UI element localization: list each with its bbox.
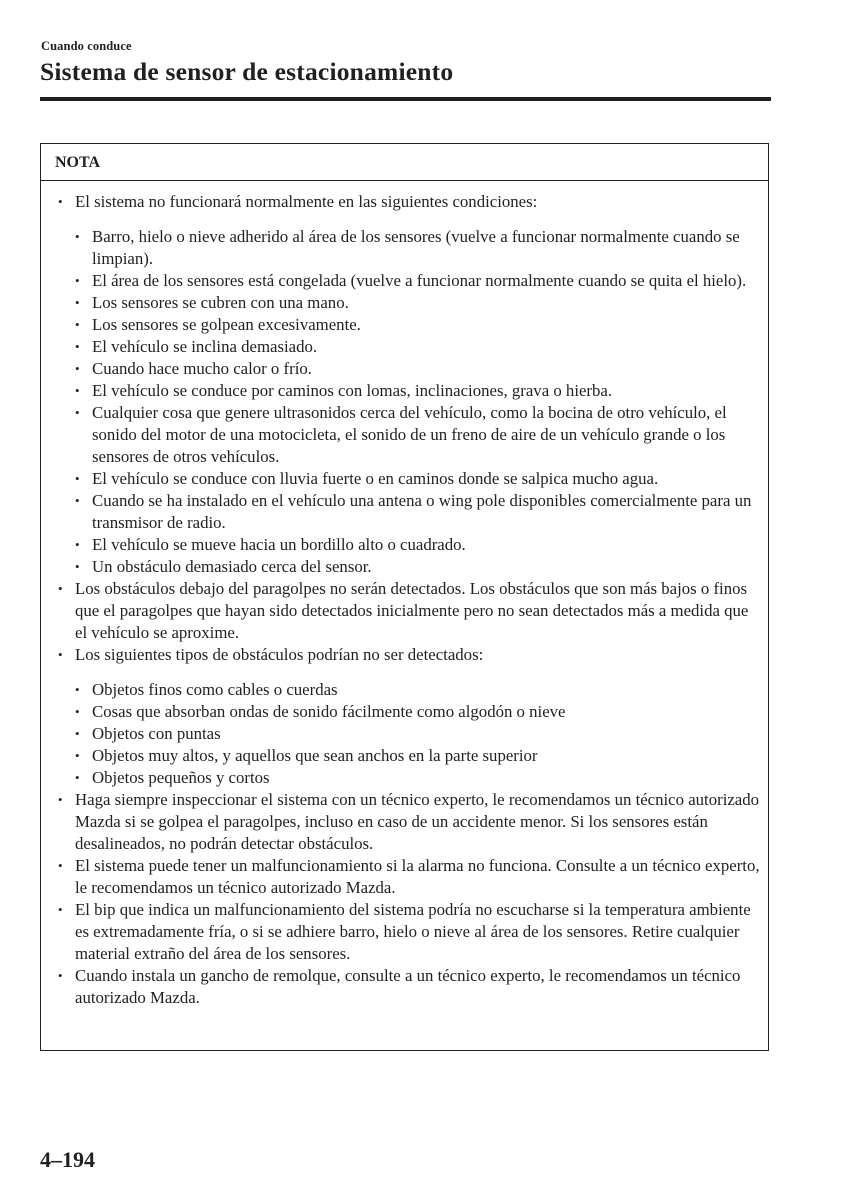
note-subitem: • Objetos muy altos, y aquellos que sean anchos en la parte superior [58,745,760,767]
note-subitem: • Objetos pequeños y cortos [58,767,760,789]
note-item [58,965,760,1009]
note-subitem: • Cualquier cosa que genere ultrasonidos cerca del vehículo, como la bocina de otro vehículo, el sonido del motor de una motocicleta, el sonido de un freno de aire de un vehículo grande o los sensores de otros vehículos. [58,402,760,468]
note-subitem: • El área de los sensores está congelada (vuelve a funcionar normalmente cuando se quita el hielo). [58,270,760,292]
note-subitem: • Barro, hielo o nieve adherido al área de los sensores (vuelve a funcionar normalmente cuando se limpian). [58,226,760,270]
note-sublist [58,226,760,578]
title-divider [40,97,771,101]
note-item-text: • Los obstáculos debajo del paragolpes no serán detectados. Los obstáculos que son más bajos o finos que el paragolpes que hayan sido detectados inicialmente pero no sean detectados más a medida que el vehículo se aproxime. [75,579,749,642]
note-item-text: • El sistema no funcionará normalmente en las siguientes condiciones: [75,192,538,211]
note-sublist [58,679,760,789]
section-label: Cuando conduce [41,39,132,53]
page-title: Sistema de sensor de estacionamiento [40,57,454,86]
note-item-text: • El bip que indica un malfuncionamiento del sistema podría no escucharse si la temperatura ambiente es extremadamente fría, o si se adhiere barro, hielo o nieve al área de los sensores. Retire cualquier material extraño del área de los sensores. [75,900,751,963]
note-item [58,855,760,899]
note-subitem: • El vehículo se conduce con lluvia fuerte o en caminos donde se salpica mucho agua. [58,468,760,490]
note-item-text: • Los siguientes tipos de obstáculos podrían no ser detectados: [75,645,484,664]
note-item-text: • El sistema puede tener un malfuncionamiento si la alarma no funciona. Consulte a un técnico experto, le recomendamos un técnico autorizado Mazda. [75,856,760,897]
note-subitem: • Cosas que absorban ondas de sonido fácilmente como algodón o nieve [58,701,760,723]
note-subitem: • Los sensores se cubren con una mano. [58,292,760,314]
note-subitem: • Objetos finos como cables o cuerdas [58,679,760,701]
note-item [58,578,760,644]
page-number: 4–194 [40,1147,95,1172]
note-subitem: • Cuando hace mucho calor o frío. [58,358,760,380]
note-item-text: • Haga siempre inspeccionar el sistema con un técnico experto, le recomendamos un técnico autorizado Mazda si se golpea el paragolpes, incluso en caso de un accidente menor. Si los sensores están desalineados, no podrán detectar obstáculos. [75,790,760,853]
note-item-text: • Cuando instala un gancho de remolque, consulte a un técnico experto, le recomendamos un técnico autorizado Mazda. [75,966,741,1007]
note-subitem: • Cuando se ha instalado en el vehículo una antena o wing pole disponibles comercialmente para un transmisor de radio. [58,490,760,534]
note-item [58,191,760,578]
note-subitem: • Un obstáculo demasiado cerca del sensor. [58,556,760,578]
note-heading: NOTA [41,144,768,181]
note-item [58,899,760,965]
note-subitem: • El vehículo se inclina demasiado. [58,336,760,358]
note-body [41,181,768,1009]
note-item [58,789,760,855]
note-item [58,644,760,789]
note-box [40,143,769,1051]
note-subitem: • El vehículo se mueve hacia un bordillo alto o cuadrado. [58,534,760,556]
note-subitem: • El vehículo se conduce por caminos con lomas, inclinaciones, grava o hierba. [58,380,760,402]
note-subitem: • Objetos con puntas [58,723,760,745]
note-subitem: • Los sensores se golpean excesivamente. [58,314,760,336]
